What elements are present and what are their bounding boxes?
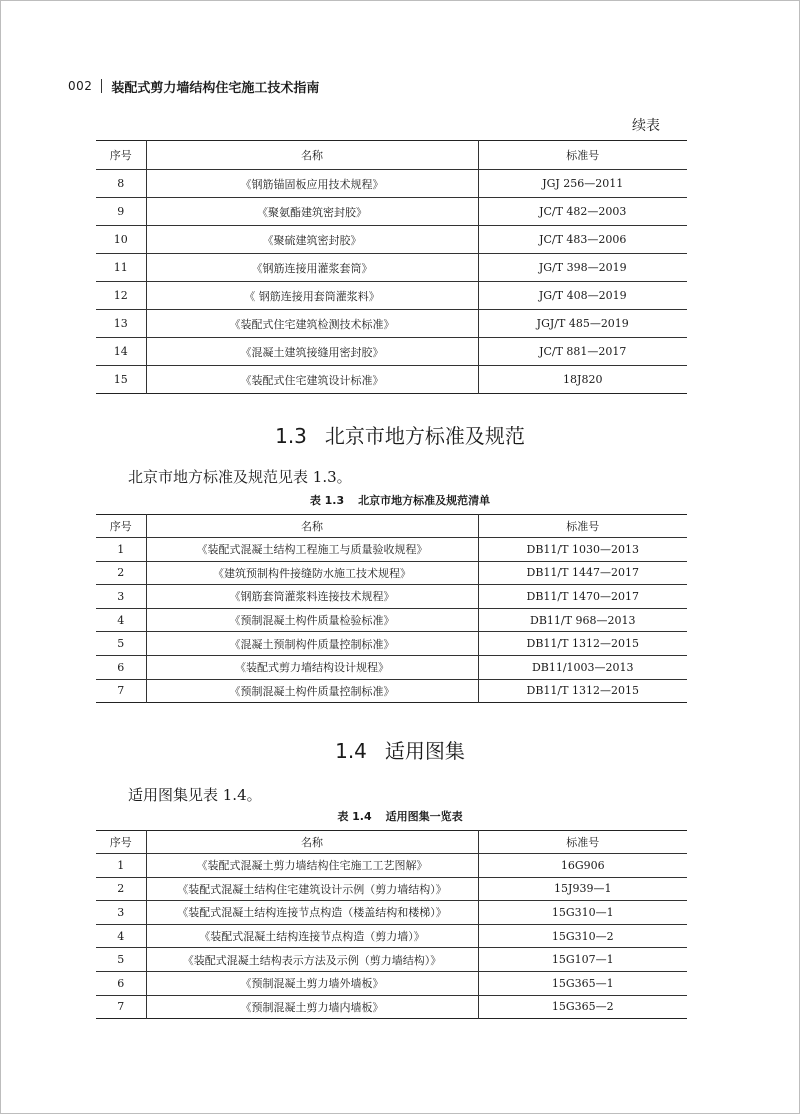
cell-index: 10 <box>96 226 146 254</box>
table-row <box>96 282 687 310</box>
cell-standard-no: 15G365—1 <box>478 971 687 995</box>
header-name: 名称 <box>146 141 478 170</box>
cell-name: 《装配式混凝土结构连接节点构造（楼盖结构和楼梯）》 <box>146 901 478 925</box>
cell-index: 4 <box>96 924 146 948</box>
atlas-table <box>96 830 687 1019</box>
table-row <box>96 655 687 679</box>
running-header <box>68 76 319 96</box>
cell-name: 《混凝土建筑接缝用密封胶》 <box>146 338 478 366</box>
table-row <box>96 877 687 901</box>
section-heading-1-3 <box>0 420 800 449</box>
cell-standard-no: 18J820 <box>478 366 687 394</box>
table-row <box>96 198 687 226</box>
table-row <box>96 226 687 254</box>
cell-name: 《钢筋锚固板应用技术规程》 <box>146 170 478 198</box>
section-title: 适用图集 <box>384 739 465 763</box>
cell-name: 《 钢筋连接用套筒灌浆料》 <box>146 282 478 310</box>
book-title: 装配式剪力墙结构住宅施工技术指南 <box>111 80 320 96</box>
section-heading-1-4 <box>0 735 800 764</box>
table-header-row <box>96 515 687 538</box>
cell-index: 7 <box>117 1000 125 1014</box>
cell-index: 2 <box>96 877 146 901</box>
table-row <box>96 924 687 948</box>
table-header-row <box>96 141 687 170</box>
table-row <box>96 971 687 995</box>
cell-index: 1 <box>96 854 146 878</box>
table-row <box>96 338 687 366</box>
cell-index: 9 <box>96 198 146 226</box>
table-row <box>96 585 687 609</box>
header-standard-no: 标准号 <box>478 141 687 170</box>
cell-index: 11 <box>96 254 146 282</box>
section-number: 1.4 <box>335 739 367 763</box>
cell-standard-no: DB11/1003—2013 <box>478 655 687 679</box>
table-row <box>96 995 687 1019</box>
cell-standard-no: DB11/T 1312—2015 <box>478 679 687 703</box>
table-row <box>96 608 687 632</box>
cell-index: 3 <box>96 901 146 925</box>
table-row <box>96 679 687 703</box>
cell-standard-no: 15G107—1 <box>478 948 687 972</box>
cell-index: 12 <box>96 282 146 310</box>
cell-index: 2 <box>96 561 146 585</box>
cell-name: 《装配式混凝土结构住宅建筑设计示例（剪力墙结构）》 <box>146 877 478 901</box>
table-row <box>96 632 687 656</box>
cell-standard-no: 15J939—1 <box>478 877 687 901</box>
cell-standard-no: JG/T 408—2019 <box>478 282 687 310</box>
table-row <box>96 948 687 972</box>
table-row <box>96 901 687 925</box>
cell-name: 《预制混凝土构件质量控制标准》 <box>146 679 478 703</box>
cell-index: 3 <box>96 585 146 609</box>
cell-index: 7 <box>117 684 125 698</box>
cell-index: 15 <box>113 373 128 386</box>
standards-table-continued <box>96 140 687 394</box>
section-title: 北京市地方标准及规范 <box>324 424 525 448</box>
caption-number: 表 1.3 <box>309 494 345 507</box>
cell-name: 《装配式住宅建筑设计标准》 <box>146 366 478 394</box>
cell-standard-no: DB11/T 1447—2017 <box>478 561 687 585</box>
page-number: 002 <box>68 79 93 93</box>
caption-title: 适用图集一览表 <box>385 810 463 823</box>
cell-name: 《预制混凝土构件质量检验标准》 <box>146 608 478 632</box>
cell-standard-no: DB11/T 1030—2013 <box>478 538 687 562</box>
cell-standard-no: JGJ 256—2011 <box>478 170 687 198</box>
cell-standard-no: 15G310—2 <box>478 924 687 948</box>
section-number: 1.3 <box>275 424 307 448</box>
caption-number: 表 1.4 <box>337 810 372 823</box>
header-standard-no: 标准号 <box>478 515 687 538</box>
header-index: 序号 <box>96 831 146 854</box>
header-index: 序号 <box>96 515 146 538</box>
cell-name: 《预制混凝土剪力墙外墙板》 <box>146 971 478 995</box>
cell-name: 《装配式混凝土结构表示方法及示例（剪力墙结构）》 <box>146 948 478 972</box>
cell-name: 《混凝土预制构件质量控制标准》 <box>146 632 478 656</box>
table-row <box>96 854 687 878</box>
header-name: 名称 <box>146 831 478 854</box>
cell-name: 《聚氨酯建筑密封胶》 <box>146 198 478 226</box>
cell-standard-no: 15G365—2 <box>478 995 687 1019</box>
header-index: 序号 <box>96 141 146 170</box>
table-row <box>96 366 687 394</box>
cell-name: 《钢筋套筒灌浆料连接技术规程》 <box>146 585 478 609</box>
cell-standard-no: DB11/T 968—2013 <box>478 608 687 632</box>
header-standard-no: 标准号 <box>478 831 687 854</box>
cell-name: 《预制混凝土剪力墙内墙板》 <box>146 995 478 1019</box>
header-name: 名称 <box>146 515 478 538</box>
cell-index: 4 <box>96 608 146 632</box>
table-caption-1-3 <box>0 492 800 508</box>
cell-index: 14 <box>96 338 146 366</box>
table-caption-1-4 <box>0 808 800 824</box>
cell-index: 8 <box>96 170 146 198</box>
cell-name: 《装配式混凝土结构连接节点构造（剪力墙）》 <box>146 924 478 948</box>
cell-index: 13 <box>96 310 146 338</box>
cell-name: 《钢筋连接用灌浆套筒》 <box>146 254 478 282</box>
table-row <box>96 538 687 562</box>
cell-standard-no: DB11/T 1312—2015 <box>478 632 687 656</box>
table-header-row <box>96 831 687 854</box>
cell-index: 6 <box>96 655 146 679</box>
section-intro-1-3: 北京市地方标准及规范见表 1.3。 <box>128 468 352 486</box>
cell-name: 《装配式住宅建筑检测技术标准》 <box>146 310 478 338</box>
cell-standard-no: JC/T 482—2003 <box>478 198 687 226</box>
table-row <box>96 254 687 282</box>
cell-index: 5 <box>96 948 146 972</box>
cell-index: 1 <box>96 538 146 562</box>
cell-standard-no: JC/T 483—2006 <box>478 226 687 254</box>
cell-name: 《聚硫建筑密封胶》 <box>146 226 478 254</box>
cell-name: 《装配式混凝土剪力墙结构住宅施工工艺图解》 <box>146 854 478 878</box>
section-intro-1-4: 适用图集见表 1.4。 <box>128 786 262 804</box>
cell-standard-no: DB11/T 1470—2017 <box>478 585 687 609</box>
cell-standard-no: JC/T 881—2017 <box>478 338 687 366</box>
cell-index: 6 <box>96 971 146 995</box>
cell-index: 5 <box>96 632 146 656</box>
table-row <box>96 310 687 338</box>
caption-title: 北京市地方标准及规范清单 <box>358 494 491 507</box>
cell-standard-no: JGJ/T 485—2019 <box>478 310 687 338</box>
cell-standard-no: JG/T 398—2019 <box>478 254 687 282</box>
table-row <box>96 170 687 198</box>
cell-name: 《装配式混凝土结构工程施工与质量验收规程》 <box>146 538 478 562</box>
cell-standard-no: 16G906 <box>478 854 687 878</box>
beijing-standards-table <box>96 514 687 703</box>
cell-standard-no: 15G310—1 <box>478 901 687 925</box>
continued-label: 续表 <box>632 118 660 134</box>
header-divider <box>101 79 102 93</box>
cell-name: 《装配式剪力墙结构设计规程》 <box>146 655 478 679</box>
table-row <box>96 561 687 585</box>
cell-name: 《建筑预制构件接缝防水施工技术规程》 <box>146 561 478 585</box>
